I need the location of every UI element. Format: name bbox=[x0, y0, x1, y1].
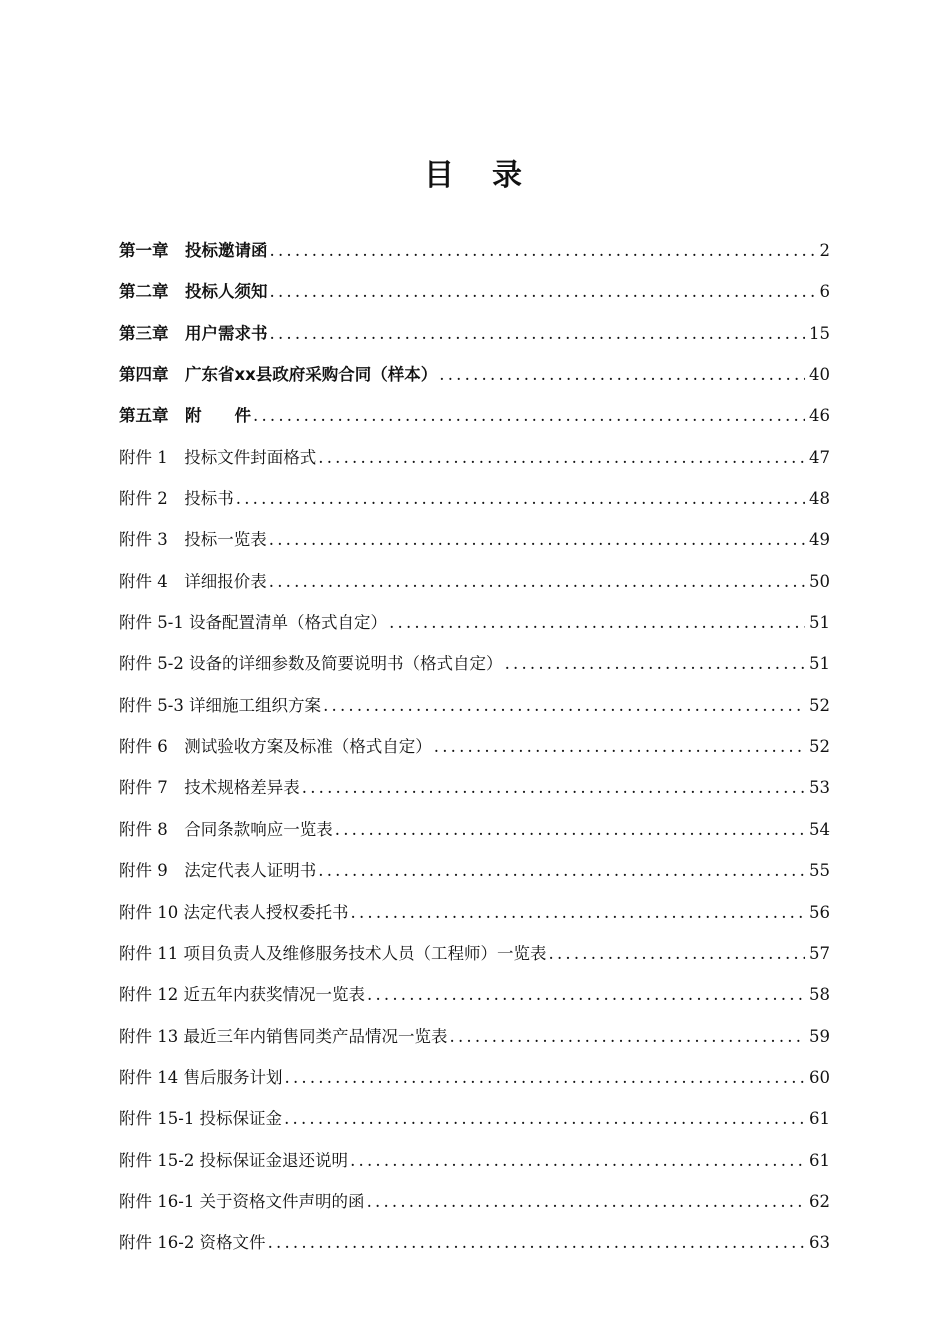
toc-appendix-entry[interactable] bbox=[119, 602, 830, 643]
toc-dot-leader bbox=[318, 437, 805, 478]
toc-dot-leader bbox=[284, 1098, 805, 1139]
toc-page-number: 56 bbox=[809, 902, 830, 922]
toc-dot-leader bbox=[270, 230, 816, 271]
toc-appendix-entry[interactable] bbox=[119, 726, 830, 767]
toc-chapter-entry[interactable] bbox=[119, 354, 830, 395]
toc-entry-label: 附件 14 售后服务计划 bbox=[119, 1067, 283, 1087]
toc-entry-label: 附件 6 测试验收方案及标准（格式自定） bbox=[119, 737, 432, 757]
toc-chapter-entry[interactable] bbox=[119, 313, 830, 354]
toc-entry-label: 附件 5-1 设备配置清单（格式自定） bbox=[119, 613, 388, 633]
toc-dot-leader bbox=[323, 685, 805, 726]
toc-appendix-entry[interactable] bbox=[119, 892, 830, 933]
toc-dot-leader bbox=[350, 1140, 805, 1181]
toc-dot-leader bbox=[505, 643, 805, 684]
toc-entry-label: 附件 5-3 详细施工组织方案 bbox=[119, 695, 322, 715]
toc-chapter-entry[interactable] bbox=[119, 271, 830, 312]
toc-page-number: 55 bbox=[809, 861, 830, 881]
toc-dot-leader bbox=[269, 561, 805, 602]
toc-page-number: 52 bbox=[809, 695, 830, 715]
toc-page-number: 61 bbox=[809, 1109, 830, 1129]
toc-dot-leader bbox=[351, 892, 806, 933]
toc-entry-label: 第一章 投标邀请函 bbox=[119, 241, 268, 260]
toc-page-number: 52 bbox=[809, 737, 830, 757]
toc-appendix-entry[interactable] bbox=[119, 519, 830, 560]
toc-list bbox=[119, 230, 830, 1264]
toc-entry-label: 附件 15-2 投标保证金退还说明 bbox=[119, 1150, 349, 1170]
toc-appendix-entry[interactable] bbox=[119, 1181, 830, 1222]
toc-chapter-entry[interactable] bbox=[119, 230, 830, 271]
toc-entry-label: 附件 5-2 设备的详细参数及简要说明书（格式自定） bbox=[119, 654, 503, 674]
toc-page-number: 40 bbox=[809, 365, 830, 385]
toc-page-number: 58 bbox=[809, 985, 830, 1005]
toc-entry-label: 附件 4 详细报价表 bbox=[119, 571, 267, 591]
toc-page-number: 49 bbox=[809, 530, 830, 550]
toc-entry-label: 附件 10 法定代表人授权委托书 bbox=[119, 902, 349, 922]
toc-appendix-entry[interactable] bbox=[119, 974, 830, 1015]
toc-entry-label: 附件 16-2 资格文件 bbox=[119, 1233, 266, 1253]
toc-entry-label: 附件 16-1 关于资格文件声明的函 bbox=[119, 1191, 365, 1211]
toc-entry-label: 附件 13 最近三年内销售同类产品情况一览表 bbox=[119, 1026, 448, 1046]
toc-page-number: 46 bbox=[809, 406, 830, 426]
toc-appendix-entry[interactable] bbox=[119, 1057, 830, 1098]
toc-dot-leader bbox=[389, 602, 805, 643]
toc-appendix-entry[interactable] bbox=[119, 809, 830, 850]
toc-appendix-entry[interactable] bbox=[119, 478, 830, 519]
toc-appendix-entry[interactable] bbox=[119, 933, 830, 974]
toc-dot-leader bbox=[318, 850, 805, 891]
toc-dot-leader bbox=[335, 809, 805, 850]
toc-page-number: 48 bbox=[809, 489, 830, 509]
toc-page-number: 59 bbox=[809, 1026, 830, 1046]
toc-appendix-entry[interactable] bbox=[119, 685, 830, 726]
toc-page-number: 63 bbox=[809, 1233, 830, 1253]
toc-entry-label: 第三章 用户需求书 bbox=[119, 323, 268, 343]
toc-appendix-entry[interactable] bbox=[119, 767, 830, 808]
toc-entry-label: 附件 12 近五年内获奖情况一览表 bbox=[119, 985, 365, 1005]
toc-entry-label: 附件 1 投标文件封面格式 bbox=[119, 447, 317, 467]
toc-dot-leader bbox=[268, 1222, 805, 1263]
toc-appendix-entry[interactable] bbox=[119, 437, 830, 478]
toc-entry-label: 附件 8 合同条款响应一览表 bbox=[119, 819, 333, 839]
toc-entry-label: 附件 3 投标一览表 bbox=[119, 530, 267, 550]
toc-page-number: 51 bbox=[809, 613, 830, 633]
toc-page-number: 50 bbox=[809, 571, 830, 591]
toc-page-number: 62 bbox=[809, 1191, 830, 1211]
toc-dot-leader bbox=[285, 1057, 806, 1098]
toc-page-number: 47 bbox=[809, 447, 830, 467]
toc-appendix-entry[interactable] bbox=[119, 1016, 830, 1057]
toc-entry-label: 附件 11 项目负责人及维修服务技术人员（工程师）一览表 bbox=[119, 943, 547, 963]
toc-dot-leader bbox=[434, 726, 805, 767]
toc-page-number: 6 bbox=[819, 282, 830, 302]
toc-entry-label: 附件 7 技术规格差异表 bbox=[119, 778, 300, 798]
toc-entry-label: 附件 9 法定代表人证明书 bbox=[119, 861, 317, 881]
toc-page-number: 60 bbox=[809, 1067, 830, 1087]
toc-page-number: 51 bbox=[809, 654, 830, 674]
toc-appendix-entry[interactable] bbox=[119, 850, 830, 891]
toc-title: 目 录 bbox=[424, 158, 526, 193]
toc-dot-leader bbox=[450, 1016, 806, 1057]
toc-dot-leader bbox=[270, 271, 816, 312]
toc-page-number: 57 bbox=[809, 943, 830, 963]
toc-appendix-entry[interactable] bbox=[119, 1098, 830, 1139]
toc-dot-leader bbox=[549, 933, 806, 974]
toc-entry-label: 第五章 附 件 bbox=[119, 406, 251, 426]
toc-dot-leader bbox=[253, 395, 805, 436]
toc-page-number: 54 bbox=[809, 819, 830, 839]
toc-appendix-entry[interactable] bbox=[119, 1140, 830, 1181]
toc-page-number: 2 bbox=[819, 241, 830, 260]
toc-page-number: 15 bbox=[809, 323, 830, 343]
toc-entry-label: 第四章 广东省xx县政府采购合同（样本） bbox=[119, 365, 438, 385]
toc-appendix-entry[interactable] bbox=[119, 561, 830, 602]
toc-entry-label: 附件 2 投标书 bbox=[119, 489, 234, 509]
toc-dot-leader bbox=[302, 767, 805, 808]
toc-entry-label: 第二章 投标人须知 bbox=[119, 282, 268, 302]
toc-appendix-entry[interactable] bbox=[119, 1222, 830, 1263]
toc-appendix-entry[interactable] bbox=[119, 643, 830, 684]
toc-dot-leader bbox=[236, 478, 805, 519]
toc-chapter-entry[interactable] bbox=[119, 395, 830, 436]
toc-dot-leader bbox=[269, 519, 805, 560]
toc-dot-leader bbox=[367, 974, 805, 1015]
toc-dot-leader bbox=[439, 354, 805, 395]
toc-dot-leader bbox=[367, 1181, 805, 1222]
toc-entry-label: 附件 15-1 投标保证金 bbox=[119, 1109, 283, 1129]
toc-page-number: 61 bbox=[809, 1150, 830, 1170]
toc-dot-leader bbox=[270, 313, 806, 354]
toc-page-number: 53 bbox=[809, 778, 830, 798]
